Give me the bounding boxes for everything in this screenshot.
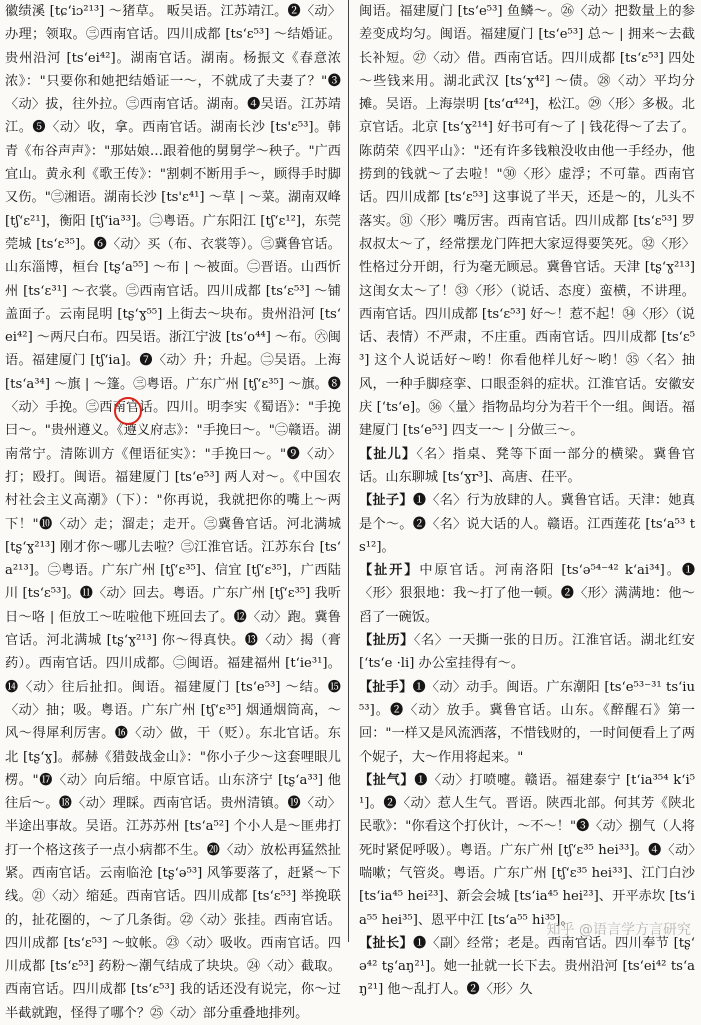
- entry-definition: ❶〈副〉经常；老是。西南官话。四川奉节 [tʂʻə⁴² tʂʻaŋ²¹]。她一扯就一长下去。贵州沿河 [tsʻei⁴² tsʻaŋ²¹] 他～乱打人。❷〈形〉久: [359, 935, 695, 998]
- entry-headword: 【扯手】: [359, 679, 413, 695]
- dictionary-entry: [359, 489, 695, 559]
- entry-definition: ❶〈名〉行为放肆的人。冀鲁官话。天津：她真是个～。❷〈名〉说大话的人。赣语。江西莲花 [tsʻa⁵³ ts¹²]。: [359, 493, 696, 555]
- dictionary-entry-continuation: 徽绩溪 [tɕʻiɔ²¹³] ～猪草。 畈吴语。江苏靖江。❷〈动〉办理；领取。㊂西南官话。四川成都 [tsʻɛ⁵³] ～结婚证。贵州沿河 [tsʻei⁴²]。湖南官话。湖南。杨振文《春意浓浓》："只要你和她把结婚证一～，不就成了夫妻了？"❸〈动〉拔，往外拉。㊂西南官话。湖南。❹吴语。江苏靖江。❺〈动〉收，拿。西南官话。湖南长沙 [ts'ɛ⁵³]。韩青《布谷声声》："那姑娘…跟着他的舅舅学～秧子。"广西宜山。黄永利《歌王传》："割刺不断用手～，顾得手时脚又伤。"㊂湘语。湖南长沙 [ts'ɛ⁴¹] ～草 | ～菜。湖南双峰 [tʃʻɛ²¹]，衡阳 [tʃʻia³³]。㊁粤语。广东阳江 [tʃʻɛ¹²]，东莞莞城 [tsʻɛ³⁵]。❻〈动〉买（布、衣裳等）。㊂冀鲁官话。山东淄博，桓台 [tʂʻa⁵⁵] ～布 | ～被面。㊁晋语。山西忻州 [tsʻɛ³¹] ～衣裳。㊂西南官话。四川成都 [tsʻɛ⁵³] ～铺盖面子。云南昆明 [tʂʻɣ⁵⁵] 上街去～块布。贵州沿河 [tsʻei⁴²] ～两尺白布。四吴语。浙江宁波 [tsʻo⁴⁴] ～布。㊅闽语。福建厦门 [tʃʻia]。❼〈动〉升；升起。㊁吴语。上海 [tsʻa³⁴] ～旗 | ～篷。㊂粤语。广东广州 [tʃʻɛ³⁵] ～旗。❽〈动〉手挽。㊂西南官话。四川。明李实《蜀语》："手挽曰～。"贵州遵义。《遵义府志》："手挽曰～。"㊁赣语。湖南常宁。清陈训方《俚语征实》："手挽曰～。"❾〈动〉打；殴打。闽语。福建厦门 [tsʻe⁵³] 两人对～。《中国农村社会主义高潮》（下）："你再说，我就把你的嘴上～两下！"❿〈动〉走；溜走；走开。㊂冀鲁官话。河北满城 [tʂʻɣ²¹³] 刚才你～哪儿去啦？㊂江淮官话。江苏东台 [tsʻa²¹³]。㊁粤语。广东广州 [tʃʻɛ³⁵]、信宜 [tʃʻɛ³⁵]，广西陆川 [tsʻɛ⁵³]。⓫〈动〉回去。粤语。广东广州 [tʃʻɛ³⁵] 我听日～咯 | 佢放工～咗啦他下班回去了。⓬〈动〉跑。冀鲁官话。河北满城 [tʂʻɣ²¹³] 你～得真快。⓭〈动〉揭（膏药）。西南官话。四川成都。㊁闽语。福建福州 [tʻie³¹]。⓮〈动〉往后扯扣。闽语。福建厦门 [tsʻe⁵³] ～结。⓯〈动〉抽；吸。粤语。广东广州 [tʃʻɛ³⁵] 烟通烟筒高，～风～得犀利厉害。⓰〈动〉做，干（贬）。东北官话。东北 [tʂʻɣ]。郝赫《猎鼓战金山》："你小子少～这套哩眼儿楞。"⓱〈动〉向后缩。中原官话。山东济宁 [tʂʻa³³] 他往后～。⓲〈动〉理睬。西南官话。贵州清镇。⓳〈动〉半途出事故。吴语。江苏苏州 [tsʻa⁵²] 个小人是～匪弗打打一个格这孩子一点小病都不生。⓴〈动〉放松再猛然扯紧。西南官话。云南临沧 [tʂʻə⁵³] 风筝要落了，赶紧～下线。㉑〈动〉缩延。西南官话。四川成都 [tsʻɛ⁵³] 举挽联的，扯花圈的，～了几条街。㉒〈动〉张挂。西南官话。四川成都 [tsʻɛ⁵³] ～蚊帐。㉓〈动〉吸收。西南官话。四川成都 [tsʻɛ⁵³] 药粉～潮气结成了块块。㉔〈动〉截取。西南官话。四川成都 [tsʻɛ⁵³] 我的话还没有说完，你～过半截就跑，怪得了哪个？㉕〈动〉部分重叠地排列。: [5, 4, 341, 1021]
- entry-headword: 【扯儿】: [359, 446, 417, 462]
- dictionary-entry: [359, 629, 695, 676]
- entry-headword: 【扯开】: [359, 563, 420, 579]
- watermark: 知乎 @语言学方言研究: [546, 922, 691, 938]
- entry-definition: ❶〈动〉动手。闽语。广东潮阳 [tsʻe⁵³⁻³¹ tsʻiu⁵³]。❷〈动〉放手。冀鲁官话。山东。《醉醒石》第一回："一样又是风流洒落，不惜钱财的，一时间便看上了两个妮子，大～作用将起来。": [359, 679, 696, 765]
- dictionary-entry: [359, 932, 695, 1002]
- dictionary-entry: [359, 676, 695, 769]
- entry-headword: 【扯气】: [359, 772, 415, 788]
- column-divider: [348, 0, 349, 942]
- entry-headword: 【扯长】: [359, 935, 413, 951]
- dictionary-entry: [359, 559, 695, 629]
- right-column: [359, 0, 696, 998]
- entry-definition: 〈名〉一天撕一张的日历。江淮官话。湖北红安 [ʻtsʻe ·li] 办公室挂得有～。: [359, 633, 695, 672]
- entry-headword: 【扯子】: [359, 493, 413, 509]
- left-column: [5, 0, 341, 1021]
- entry-headword: 【扯历】: [359, 633, 414, 649]
- entry-definition: ❶〈动〉打喷嚏。赣语。福建泰宁 [tʻia³⁵⁴ kʻi⁵¹]。❷〈动〉惹人生气。晋语。陕西北部。何其芳《陕北民歌》："你看这个打伙计，～不～！"❸〈动〉捌气（人将死时紧促呼吸）。粤语。广东广州 [tʃʻɛ³⁵ hei³³]。❹〈动〉喘嗽；气管炎。粤语。广东广州 [tʃʻɛ³⁵ hei³³]、江门白沙 [tsʻia⁴⁵ hei²³]、新会会城 [tsʻia⁴⁵ hei²³]、开平赤坎 [tsʻia⁵⁵ hei³⁵]、恩平中江 [tsʻa⁵⁵ hi³⁵]。: [359, 772, 695, 928]
- dictionary-entry: [359, 443, 695, 490]
- red-circle-annotation: [114, 397, 142, 425]
- entry-definition: 〈名〉指桌、凳等下面一部分的横梁。冀鲁官话。山东聊城 [tsʻɣr³]、高唐、茌平。: [359, 446, 696, 485]
- dictionary-entry-continuation: 闽语。福建厦门 [tsʻe⁵³] 鱼鳞～。㉖〈动〉把数量上的参差变成均匀。闽语。福建厦门 [tsʻe⁵³] 总～ | 拥来～去截长补短。㉗〈动〉借。西南官话。四川成都 [tsʻɛ⁵³] 四处～些钱来用。湖北武汉 [tsʻɣ⁴²] ～债。㉘〈动〉平均分摊。吴语。上海崇明 [tsʻɑ⁴²⁴]，松江。㉙〈形〉多极。北京官话。北京 [tsʻɣ²¹⁴] 好书可有～了 | 钱花得～了去了。陈荫荣《四平山》："还有许多钱粮没收由他一手经办，他捞到的钱就～了去啦！"㉚〈形〉虚浮；不可靠。西南官话。四川成都 [tsʻɛ⁵³] 这事说了半天，还是～的，儿头不落实。㉛〈形〉嘴厉害。西南官话。四川成都 [tsʻɛ⁵³] 罗叔叔太～了，经常摆龙门阵把大家逗得要笑死。㉜〈形〉性格过分开朗，行为毫无顾忌。冀鲁官话。天津 [tʂʻɣ²¹³] 这闺女太～了！㉝〈形〉（说话、态度）蛮横，不讲理。西南官话。四川成都 [tsʻɛ⁵³] 好～！惹不起！㉞〈形〉（说话、表情）不严肃，不庄重。西南官话。四川成都 [tsʻɛ⁵³] 这个人说话好～哟！你看他样儿好～哟！㉟〈名〉抽风，一种手脚痉挛、口眼歪斜的症状。江淮官话。安徽安庆 [ʻtsʻe]。㊱〈量〉指物品均分为若干个一组。闽语。福建厦门 [tsʻe⁵³] 四支一～ | 分做三～。: [359, 4, 695, 439]
- dictionary-entry: [359, 769, 695, 932]
- entry-definition: 中原官话。河南洛阳 [tsʻə⁵⁴⁻⁴² kʻai³⁴]。❶〈形〉狠狠地：我～打了他一顿。❷〈形〉满满地：他～舀了一碗饭。: [359, 563, 696, 625]
